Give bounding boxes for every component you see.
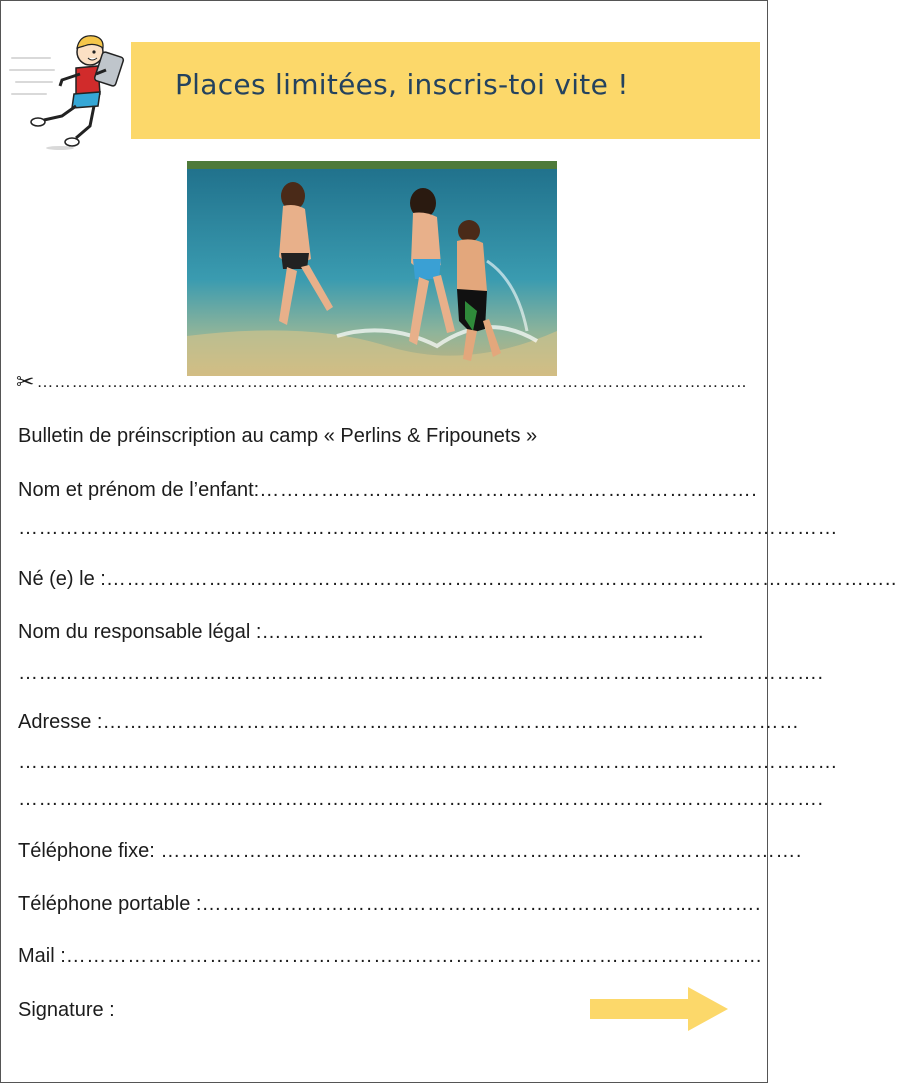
address-row <box>18 710 800 734</box>
child-name-label: Nom et prénom de l’enfant: <box>18 479 260 501</box>
address-field-continuation-2[interactable]: ………………………………………………………………………………………………………. <box>18 788 824 810</box>
mobile-field[interactable]: ………………………………………………………………………. <box>201 893 762 915</box>
guardian-label: Nom du responsable légal : <box>18 621 262 643</box>
mail-row <box>18 944 763 968</box>
mail-label: Mail : <box>18 945 66 967</box>
mobile-row <box>18 892 762 916</box>
landline-row <box>18 839 802 863</box>
cut-line <box>16 368 747 394</box>
form-heading-text: Bulletin de préinscription au camp « Perlins & Fripounets » <box>18 425 538 447</box>
address-field[interactable]: ………………………………………………………………………………………… <box>102 711 800 733</box>
mobile-label: Téléphone portable : <box>18 893 202 915</box>
banner-title: Places limitées, inscris-toi vite ! <box>175 68 629 101</box>
birth-row <box>18 567 897 591</box>
mail-field[interactable]: ………………………………………………………………………………………… <box>65 945 763 967</box>
scissors-icon: ✂ <box>16 369 35 394</box>
guardian-continuation-row <box>18 661 824 685</box>
guardian-field-continuation[interactable]: ………………………………………………………………………………………………………. <box>18 662 824 684</box>
children-lake-photo <box>187 161 557 376</box>
running-boy-illustration <box>10 30 130 152</box>
signature-label: Signature : <box>18 999 115 1021</box>
title-banner <box>131 42 760 139</box>
child-name-field-continuation[interactable]: ………………………………………………………………………………………………………… <box>18 517 838 539</box>
arrow-right-icon <box>590 987 728 1031</box>
child-name-field[interactable]: ………………………………………………………………. <box>259 479 758 501</box>
cut-dots: ………………………………………………………………………………………………………….. <box>36 372 747 391</box>
guardian-row <box>18 620 748 644</box>
child-name-row <box>18 478 758 502</box>
address-label: Adresse : <box>18 711 103 733</box>
landline-label: Téléphone fixe: <box>18 840 155 862</box>
address-field-continuation-1[interactable]: ………………………………………………………………………………………………………… <box>18 751 838 773</box>
child-name-continuation-row <box>18 516 838 540</box>
landline-field[interactable]: …………………………………………………………………………………. <box>160 840 802 862</box>
form-heading <box>18 424 748 448</box>
address-continuation-row-1 <box>18 750 838 774</box>
birth-label: Né (e) le : <box>18 568 106 590</box>
guardian-field[interactable]: ……………………………………………………….. <box>261 621 705 643</box>
address-continuation-row-2 <box>18 787 824 811</box>
birth-field[interactable]: …………………………………………………………………………………………………….. <box>105 568 897 590</box>
